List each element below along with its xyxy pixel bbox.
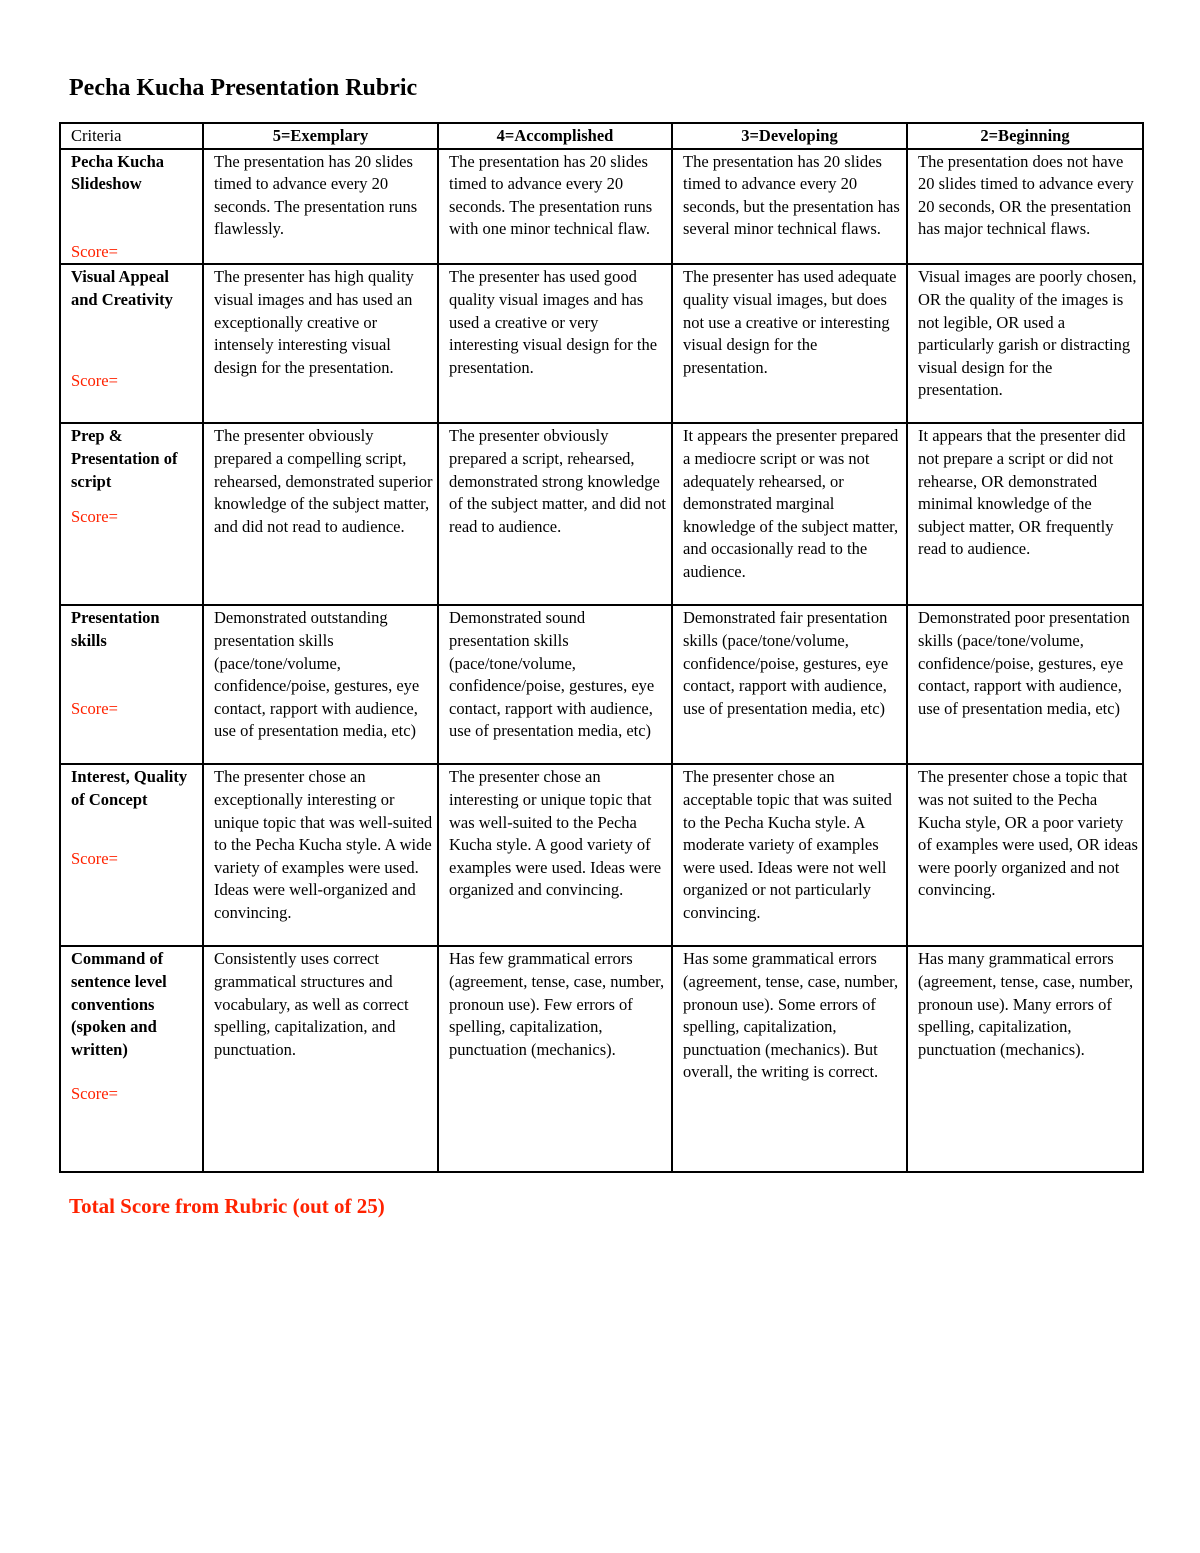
header-exemplary: 5=Exemplary: [203, 123, 438, 149]
criteria-label: Prep & Presentation of script: [71, 426, 178, 491]
criteria-cell: [60, 149, 203, 265]
rubric-cell: Demonstrated sound presentation skills (pace/tone/volume, confidence/poise, gestures, eye contact, rapport with audience, use of presentation media, etc): [438, 605, 672, 764]
rubric-cell: Consistently uses correct grammatical structures and vocabulary, as well as correct spelling, capitalization, and punctuation.: [203, 946, 438, 1172]
rubric-cell: The presenter obviously prepared a compelling script, rehearsed, demonstrated superior knowledge of the subject matter, and did not read to audience.: [203, 423, 438, 605]
rubric-cell: Demonstrated fair presentation skills (pace/tone/volume, confidence/poise, gestures, eye contact, rapport with audience, use of presentation media, etc): [672, 605, 907, 764]
document-title: Pecha Kucha Presentation Rubric: [69, 75, 418, 101]
rubric-cell: The presenter chose an acceptable topic that was suited to the Pecha Kucha style. A moderate variety of examples were used. Ideas were not well organized or not particularly convincing.: [672, 764, 907, 946]
criteria-cell: [60, 264, 203, 423]
rubric-cell: The presenter has high quality visual images and has used an exceptionally creative or intensely interesting visual design for the presentation.: [203, 264, 438, 423]
rubric-cell: It appears that the presenter did not prepare a script or did not rehearse, OR demonstrated minimal knowledge of the subject matter, OR frequently read to audience.: [907, 423, 1143, 605]
rubric-cell: Demonstrated outstanding presentation skills (pace/tone/volume, confidence/poise, gestures, eye contact, rapport with audience, use of presentation media, etc): [203, 605, 438, 764]
table-header-row: [60, 123, 1143, 149]
rubric-cell: The presenter obviously prepared a script, rehearsed, demonstrated strong knowledge of the subject matter, and did not read to audience.: [438, 423, 672, 605]
criteria-label: Interest, Quality of Concept: [71, 767, 188, 809]
score-label: Score=: [71, 848, 118, 868]
rubric-cell: The presentation has 20 slides timed to advance every 20 seconds. The presentation runs with one minor technical flaw.: [438, 149, 672, 265]
rubric-table: [59, 122, 1144, 1173]
score-label: Score=: [71, 507, 118, 527]
header-accomplished: 4=Accomplished: [438, 123, 672, 149]
criteria-cell: [60, 764, 203, 946]
rubric-cell: The presenter has used adequate quality visual images, but does not use a creative or interesting visual design for the presentation.: [672, 264, 907, 423]
header-criteria: Criteria: [60, 123, 203, 149]
rubric-cell: Demonstrated poor presentation skills (pace/tone/volume, confidence/poise, gestures, eye contact, rapport with audience, use of presentation media, etc): [907, 605, 1143, 764]
rubric-cell: Has few grammatical errors (agreement, tense, case, number, pronoun use). Few errors of spelling, capitalization, punctuation (mechanics).: [438, 946, 672, 1172]
rubric-cell: The presenter chose an exceptionally interesting or unique topic that was well-suited to the Pecha Kucha style. A wide variety of examples were used. Ideas were well-organized and convincing.: [203, 764, 438, 946]
criteria-cell: [60, 946, 203, 1172]
criteria-label: Presentation skills: [71, 608, 160, 650]
rubric-cell: It appears the presenter prepared a mediocre script or was not adequately rehearsed, or demonstrated marginal knowledge of the subject matter, and occasionally read to the audience.: [672, 423, 907, 605]
table-row: [60, 605, 1143, 764]
header-beginning: 2=Beginning: [907, 123, 1143, 149]
score-label: Score=: [71, 241, 118, 261]
rubric-cell: Visual images are poorly chosen, OR the quality of the images is not legible, OR used a particularly garish or distracting visual design for the presentation.: [907, 264, 1143, 423]
score-label: Score=: [71, 1084, 118, 1104]
table-row: [60, 423, 1143, 605]
criteria-label: Visual Appeal and Creativity: [71, 267, 173, 309]
rubric-cell: The presenter chose a topic that was not suited to the Pecha Kucha style, OR a poor variety of examples were used, OR ideas were poorly organized and not convincing.: [907, 764, 1143, 946]
rubric-cell: Has some grammatical errors (agreement, tense, case, number, pronoun use). Some errors of spelling, capitalization, punctuation (mechanics). But overall, the writing is correct.: [672, 946, 907, 1172]
rubric-cell: Has many grammatical errors (agreement, tense, case, number, pronoun use). Many errors of spelling, capitalization, punctuation (mechanics).: [907, 946, 1143, 1172]
rubric-cell: The presentation has 20 slides timed to advance every 20 seconds. The presentation runs flawlessly.: [203, 149, 438, 265]
rubric-cell: The presentation has 20 slides timed to advance every 20 seconds, but the presentation has several minor technical flaws.: [672, 149, 907, 265]
rubric-cell: The presentation does not have 20 slides timed to advance every 20 seconds, OR the presentation has major technical flaws.: [907, 149, 1143, 265]
rubric-cell: The presenter chose an interesting or unique topic that was well-suited to the Pecha Kucha style. A good variety of examples were used. Ideas were organized and convincing.: [438, 764, 672, 946]
score-label: Score=: [71, 698, 118, 718]
table-row: [60, 264, 1143, 423]
criteria-label: Pecha Kucha Slideshow: [71, 151, 165, 194]
total-score-label: Total Score from Rubric (out of 25): [69, 1194, 385, 1218]
header-developing: 3=Developing: [672, 123, 907, 149]
table-row: [60, 946, 1143, 1172]
table-row: [60, 764, 1143, 946]
rubric-cell: The presenter has used good quality visual images and has used a creative or very interesting visual design for the presentation.: [438, 264, 672, 423]
criteria-cell: [60, 605, 203, 764]
criteria-cell: [60, 423, 203, 605]
table-row: [60, 149, 1143, 265]
criteria-label: Command of sentence level conventions (spoken and written): [71, 949, 167, 1059]
score-label: Score=: [71, 370, 118, 390]
